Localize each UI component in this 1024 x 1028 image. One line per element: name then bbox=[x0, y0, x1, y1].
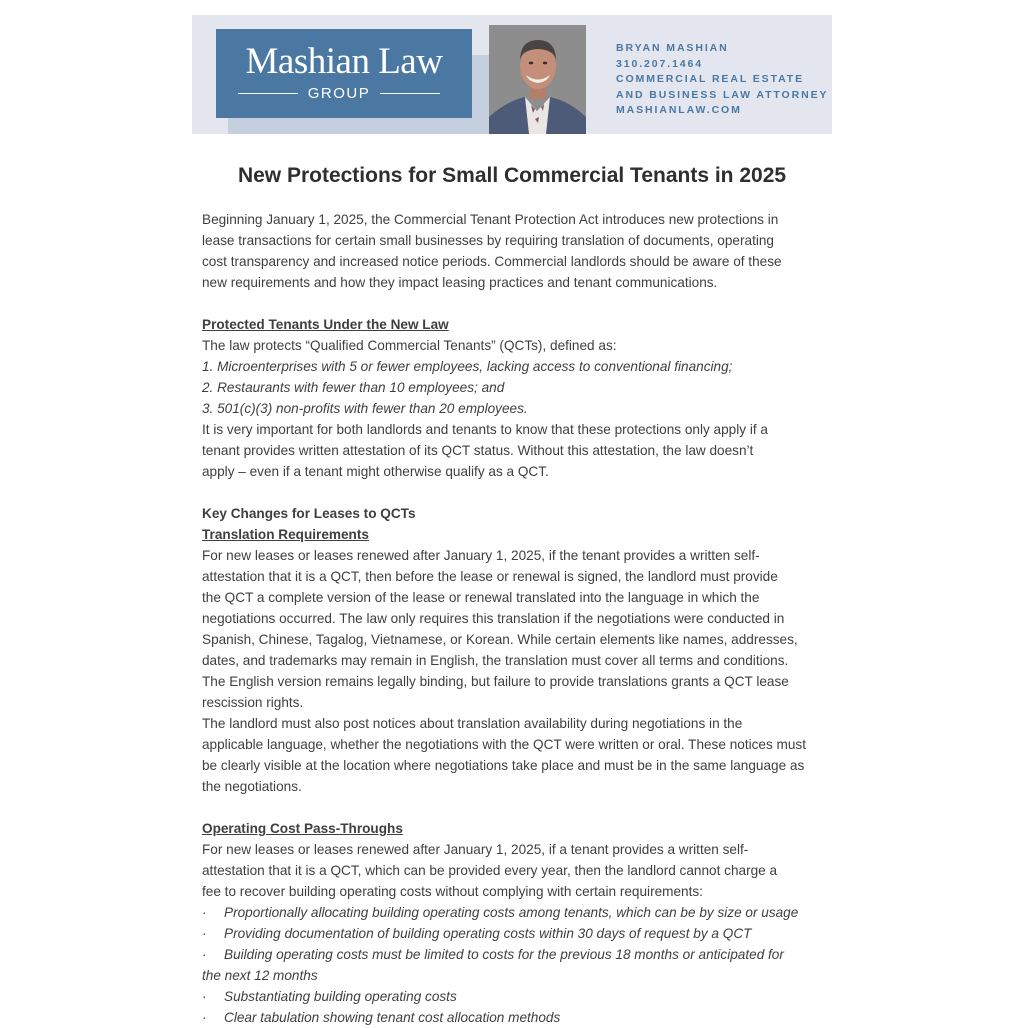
contact-website: MASHIANLAW.COM bbox=[616, 104, 742, 117]
translation-line: For new leases or leases renewed after January 1, 2025, if the tenant provides a written self- bbox=[202, 548, 760, 563]
logo-rule-right bbox=[380, 93, 440, 94]
subheading-operating-costs: Operating Cost Pass-Throughs bbox=[202, 821, 403, 836]
firm-logo bbox=[216, 29, 472, 118]
contact-title-line1: COMMERCIAL REAL ESTATE bbox=[616, 73, 805, 86]
article-body bbox=[202, 209, 832, 1028]
bullet-mark: · bbox=[202, 905, 207, 920]
intro-line: Beginning January 1, 2025, the Commercial Tenant Protection Act introduces new protections in bbox=[202, 212, 779, 227]
spacer bbox=[202, 482, 832, 503]
logo-subtitle-row bbox=[238, 86, 440, 101]
header-banner bbox=[192, 15, 832, 134]
bullet-text: Providing documentation of building operating costs within 30 days of request by a QCT bbox=[224, 926, 752, 941]
bullet-text: Building operating costs must be limited to costs for the previous 18 months or anticipated for bbox=[224, 947, 784, 962]
section-heading-protected-tenants: Protected Tenants Under the New Law bbox=[202, 317, 449, 332]
notice-line: be clearly visible at the location where negotiations take place and must be in the same language as bbox=[202, 758, 805, 773]
translation-line: rescission rights. bbox=[202, 695, 304, 710]
qct-definition-item: 2. Restaurants with fewer than 10 employees; and bbox=[202, 380, 505, 395]
bullet-item bbox=[202, 902, 832, 923]
qct-definition-item: 3. 501(c)(3) non-profits with fewer than 20 employees. bbox=[202, 401, 528, 416]
logo-subtitle: GROUP bbox=[307, 85, 371, 102]
intro-line: cost transparency and increased notice periods. Commercial landlords should be aware of these bbox=[202, 254, 782, 269]
spacer bbox=[202, 293, 832, 314]
bullet-item bbox=[202, 986, 832, 1007]
qct-definition-item: 1. Microenterprises with 5 or fewer employees, lacking access to conventional financing; bbox=[202, 359, 733, 374]
bullet-item bbox=[202, 1007, 832, 1028]
subheading-translation: Translation Requirements bbox=[202, 527, 369, 542]
contact-title-line2: AND BUSINESS LAW ATTORNEY bbox=[616, 88, 829, 101]
notice-line: the negotiations. bbox=[202, 779, 302, 794]
translation-line: Spanish, Chinese, Tagalog, Vietnamese, or Korean. While certain elements like names, addresses, bbox=[202, 632, 798, 647]
contact-name: BRYAN MASHIAN bbox=[616, 42, 729, 54]
bullet-mark: · bbox=[202, 926, 207, 941]
translation-line: dates, and trademarks may remain in English, the translation must cover all terms and conditions. bbox=[202, 653, 789, 668]
protected-lead: The law protects “Qualified Commercial Tenants” (QCTs), defined as: bbox=[202, 338, 617, 353]
translation-line: negotiations occurred. The law only requires this translation if the negotiations were conducted in bbox=[202, 611, 785, 626]
operating-line: For new leases or leases renewed after January 1, 2025, if a tenant provides a written self- bbox=[202, 842, 749, 857]
attestation-note-line: apply – even if a tenant might otherwise qualify as a QCT. bbox=[202, 464, 549, 479]
bullet-continuation: the next 12 months bbox=[202, 968, 318, 983]
attestation-note-line: It is very important for both landlords and tenants to know that these protections only apply if a bbox=[202, 422, 768, 437]
attestation-note-line: tenant provides written attestation of its QCT status. Without this attestation, the law doesn’t bbox=[202, 443, 754, 458]
bullet-text: Clear tabulation showing tenant cost allocation methods bbox=[224, 1010, 561, 1025]
contact-info bbox=[616, 41, 828, 119]
notice-line: The landlord must also post notices about translation availability during negotiations in the bbox=[202, 716, 743, 731]
bullet-item bbox=[202, 923, 832, 944]
section-heading-key-changes: Key Changes for Leases to QCTs bbox=[202, 506, 416, 521]
spacer bbox=[202, 797, 832, 818]
notice-line: applicable language, whether the negotiations with the QCT were written or oral. These notices must bbox=[202, 737, 806, 752]
logo-firm-name: Mashian Law bbox=[245, 41, 443, 82]
logo-rule-left bbox=[238, 93, 298, 94]
intro-line: lease transactions for certain small businesses by requiring translation of documents, operating bbox=[202, 233, 774, 248]
translation-line: the QCT a complete version of the lease or renewal translated into the language in which the bbox=[202, 590, 760, 605]
translation-line: The English version remains legally binding, but failure to provide translations grants a QCT lease bbox=[202, 674, 789, 689]
operating-line: fee to recover building operating costs without complying with certain requirements: bbox=[202, 884, 703, 899]
bullet-mark: · bbox=[202, 989, 207, 1004]
bullet-mark: · bbox=[202, 1010, 207, 1025]
operating-line: attestation that it is a QCT, which can be provided every year, then the landlord cannot charge a bbox=[202, 863, 778, 878]
bullet-text: Substantiating building operating costs bbox=[224, 989, 457, 1004]
bullet-item bbox=[202, 944, 832, 965]
bullet-text: Proportionally allocating building operating costs among tenants, which can be by size or usage bbox=[224, 905, 799, 920]
bullet-mark: · bbox=[202, 947, 207, 962]
contact-phone: 310.207.1464 bbox=[616, 57, 704, 70]
translation-line: attestation that it is a QCT, then before the lease or renewal is signed, the landlord must provide bbox=[202, 569, 778, 584]
article-title: New Protections for Small Commercial Tenants in 2025 bbox=[237, 164, 787, 187]
intro-line: new requirements and how they impact leasing practices and tenant communications. bbox=[202, 275, 718, 290]
attorney-photo bbox=[489, 25, 586, 134]
attorney-portrait bbox=[489, 25, 586, 134]
